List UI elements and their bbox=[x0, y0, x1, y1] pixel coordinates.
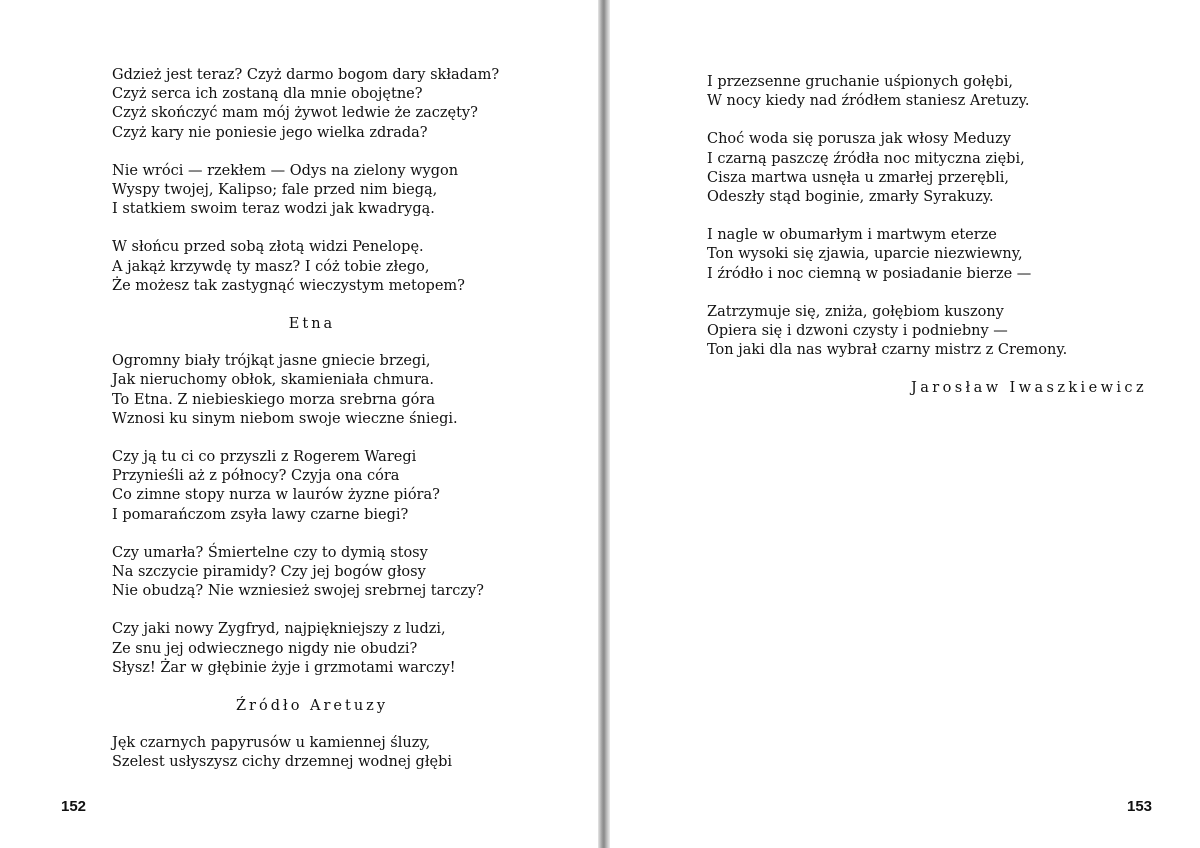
poem-line: Wznosi ku sinym niebom swoje wieczne śniegi. bbox=[112, 410, 458, 427]
poem-line: W słońcu przed sobą złotą widzi Penelopę. bbox=[112, 239, 424, 256]
poem-line: Szelest usłyszysz cichy drzemnej wodnej głębi bbox=[112, 754, 453, 771]
poem-line: Zatrzymuje się, zniża, gołębiom kuszony bbox=[707, 303, 1004, 320]
stanza bbox=[112, 448, 512, 525]
poem-line: Gdzież jest teraz? Czyż darmo bogom dary składam? bbox=[112, 67, 500, 83]
right-page bbox=[610, 0, 1200, 848]
poem-line: Odeszły stąd boginie, zmarły Syrakuzy. bbox=[707, 189, 994, 206]
poem-title-aretuzy: Źródło Aretuzy bbox=[235, 698, 389, 715]
poem-line: Choć woda się porusza jak włosy Meduzy bbox=[707, 131, 1011, 148]
stanza bbox=[707, 73, 1147, 111]
poem-line: Jak nieruchomy obłok, skamieniała chmura. bbox=[112, 372, 435, 389]
stanza bbox=[112, 66, 512, 143]
poem-line: Opiera się i dzwoni czysty i podniebny — bbox=[707, 323, 1008, 340]
stanza bbox=[707, 226, 1147, 284]
author-signature: Jarosław Iwaszkiewicz bbox=[910, 380, 1147, 397]
page-number-left: 152 bbox=[61, 798, 87, 815]
poem-line: Czy jaki nowy Zygfryd, najpiękniejszy z ludzi, bbox=[112, 621, 446, 638]
poem-line: W nocy kiedy nad źródłem staniesz Aretuzy. bbox=[707, 93, 1030, 110]
book-gutter bbox=[598, 0, 610, 848]
poem-line: I statkiem swoim teraz wodzi jak kwadrygą. bbox=[112, 201, 435, 218]
poem-line: Ze snu jej odwiecznego nigdy nie obudzi? bbox=[112, 640, 418, 657]
poem-line: Ton wysoki się zjawia, uparcie niezwiewny, bbox=[707, 246, 1023, 263]
stanza bbox=[707, 303, 1147, 361]
poem-line: Przynieśli aż z północy? Czyja ona córa bbox=[112, 468, 400, 485]
stanza bbox=[112, 162, 512, 220]
poem-line: Czy umarła? Śmiertelne czy to dymią stosy bbox=[112, 544, 428, 561]
poem-line: Czy ją tu ci co przyszli z Rogerem Waregi bbox=[112, 449, 417, 466]
stanza bbox=[112, 734, 512, 772]
right-page-text bbox=[707, 73, 1147, 399]
poem-line: Czyż skończyć mam mój żywot ledwie że zaczęty? bbox=[112, 105, 478, 122]
page-number-right: 153 bbox=[1127, 798, 1153, 815]
stanza bbox=[112, 620, 512, 678]
stanza bbox=[112, 544, 512, 602]
stanza bbox=[707, 130, 1147, 207]
poem-line: Nie obudzą? Nie wzniesież swojej srebrnej tarczy? bbox=[112, 583, 484, 600]
poem-line: Co zimne stopy nurza w laurów żyzne pióra? bbox=[112, 487, 440, 504]
poem-line: Na szczycie piramidy? Czy jej bogów głosy bbox=[112, 564, 426, 581]
left-page-text bbox=[112, 66, 512, 792]
poem-line: Wyspy twojej, Kalipso; fale przed nim biegą, bbox=[112, 182, 438, 199]
poem-line: I czarną paszczę źródła noc mityczna ziębi, bbox=[707, 150, 1025, 167]
stanza bbox=[112, 238, 512, 296]
poem-line: I nagle w obumarłym i martwym eterze bbox=[707, 227, 997, 244]
poem-line: Słysz! Żar w głębinie żyje i grzmotami warczy! bbox=[112, 659, 456, 676]
poem-line: Czyż kary nie poniesie jego wielka zdrada? bbox=[112, 124, 428, 141]
poem-line: I przezsenne gruchanie uśpionych gołębi, bbox=[707, 74, 1013, 90]
poem-line: Ogromny biały trójkąt jasne gniecie brzegi, bbox=[112, 353, 431, 370]
poem-line: Ton jaki dla nas wybrał czarny mistrz z Cremony. bbox=[707, 342, 1068, 359]
poem-line: I pomarańczom zsyła lawy czarne biegi? bbox=[112, 506, 409, 523]
poem-line: Nie wróci — rzekłem — Odys na zielony wygon bbox=[112, 162, 459, 179]
poem-title-etna: Etna bbox=[288, 316, 336, 333]
poem-line: A jakąż krzywdę ty masz? I cóż tobie złego, bbox=[112, 258, 430, 275]
poem-line: Cisza martwa usnęła u zmarłej przerębli, bbox=[707, 169, 1009, 186]
left-page bbox=[0, 0, 598, 848]
stanza bbox=[112, 352, 512, 429]
poem-line: Jęk czarnych papyrusów u kamiennej śluzy, bbox=[112, 735, 431, 752]
poem-line: I źródło i noc ciemną w posiadanie bierze — bbox=[707, 265, 1032, 282]
poem-line: To Etna. Z niebieskiego morza srebrna góra bbox=[112, 391, 435, 408]
poem-line: Czyż serca ich zostaną dla mnie obojętne? bbox=[112, 86, 423, 103]
poem-line: Że możesz tak zastygnąć wieczystym metopem? bbox=[112, 277, 465, 294]
